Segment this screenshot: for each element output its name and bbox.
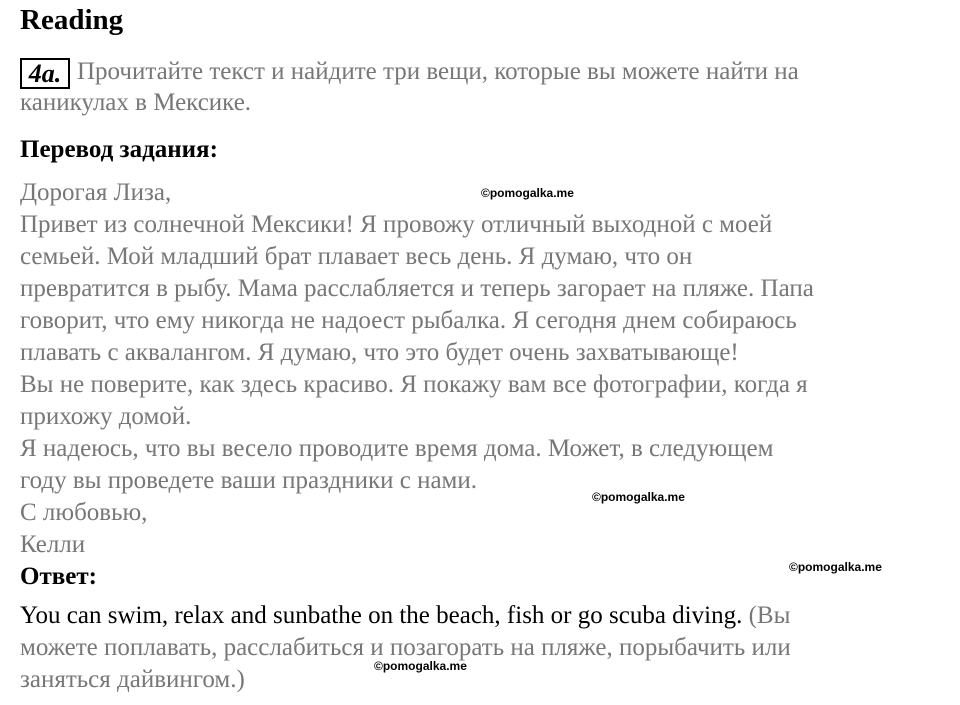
answer-russian-start: (Вы <box>748 602 791 629</box>
answer-line-2: можете поплавать, расслабиться и позагорать на пляже, порыбачить или <box>20 634 791 661</box>
answer-heading: Ответ: <box>20 563 97 590</box>
answer-english: You can swim, relax and sunbathe on the beach, fish or go scuba diving. <box>20 602 743 629</box>
letter-line: говорит, что ему никогда не надоест рыбалка. Я сегодня днем собираюсь <box>20 307 797 334</box>
letter-line: семьей. Мой младший брат плавает весь день. Я думаю, что он <box>20 243 693 270</box>
letter-line: превратится в рыбу. Мама расслабляется и теперь загорает на пляже. Папа <box>20 275 814 302</box>
letter-line: Келли <box>20 531 86 558</box>
letter-line: прихожу домой. <box>20 403 192 430</box>
task-instruction-line-2: каникулах в Мексике. <box>20 89 252 116</box>
letter-line: Привет из солнечной Мексики! Я провожу отличный выходной с моей <box>20 211 773 238</box>
letter-line: Вы не поверите, как здесь красиво. Я покажу вам все фотографии, когда я <box>20 371 808 398</box>
task-instruction-line-1: Прочитайте текст и найдите три вещи, которые вы можете найти на <box>77 58 799 85</box>
letter-line: плавать с аквалангом. Я думаю, что это будет очень захватывающе! <box>20 339 739 366</box>
watermark: ©pomogalka.me <box>481 186 574 200</box>
watermark: ©pomogalka.me <box>789 560 882 574</box>
letter-line: С любовью, <box>20 499 148 526</box>
task-number-badge: 4a. <box>20 58 70 89</box>
letter-line: Дорогая Лиза, <box>20 179 172 206</box>
watermark: ©pomogalka.me <box>374 659 467 673</box>
letter-line: Я надеюсь, что вы весело проводите время дома. Может, в следующем <box>20 435 774 462</box>
answer-line-1 <box>20 602 790 630</box>
letter-line: году вы проведете ваши праздники с нами. <box>20 467 477 494</box>
page-title: Reading <box>20 4 124 36</box>
answer-line-3: заняться дайвингом.) <box>20 666 245 693</box>
watermark: ©pomogalka.me <box>592 490 685 504</box>
translation-heading: Перевод задания: <box>20 136 218 163</box>
